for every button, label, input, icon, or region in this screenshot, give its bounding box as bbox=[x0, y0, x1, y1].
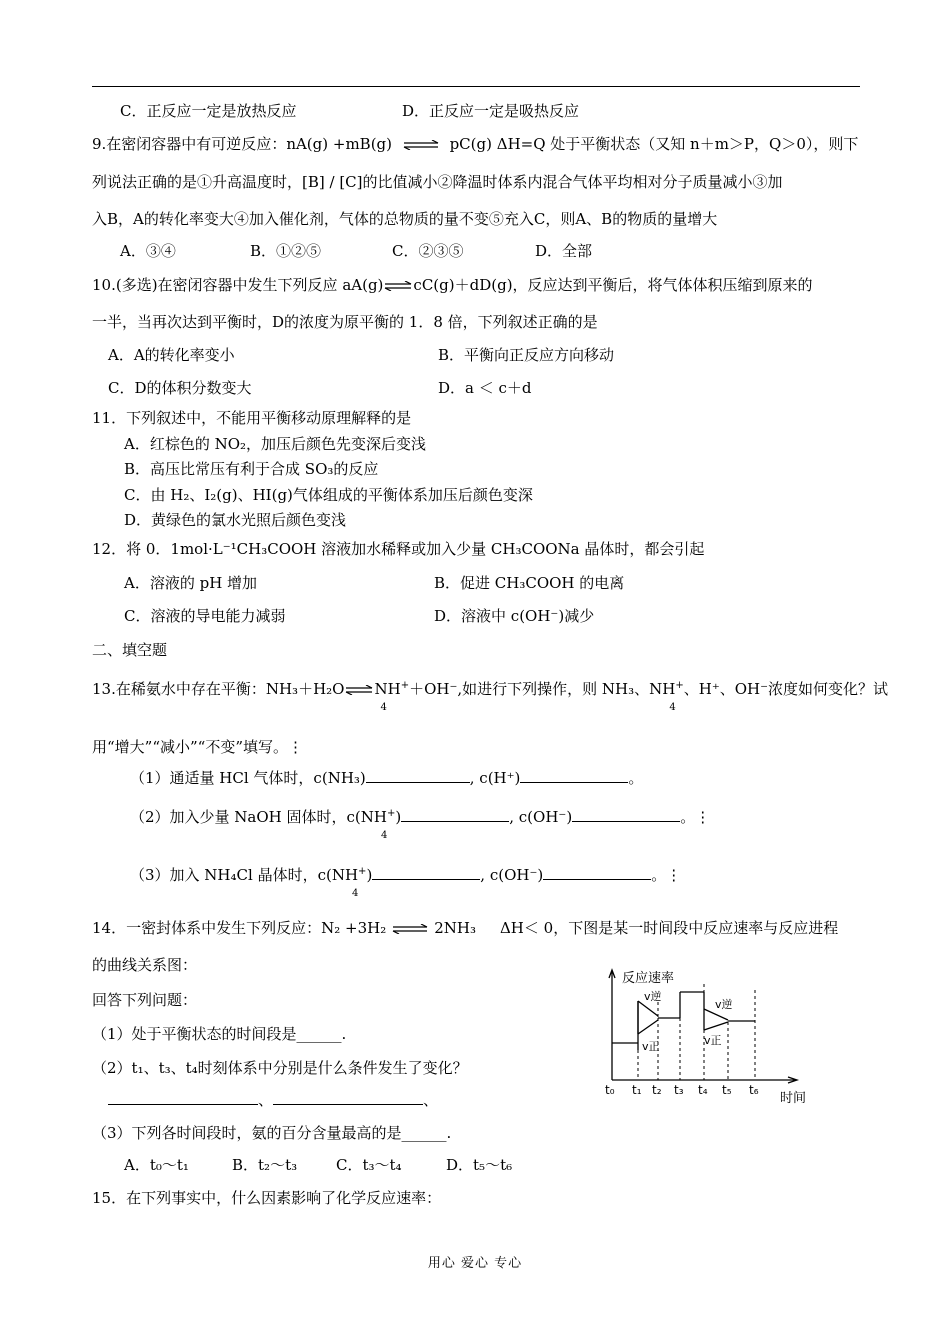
q13-part1-end: 。 bbox=[628, 769, 644, 787]
q13-line1-start: 13.在稀氨水中存在平衡：NH₃＋H₂O bbox=[92, 680, 345, 698]
label-v-reverse-1: v逆 bbox=[644, 990, 662, 1003]
section-title-fill-in: 二、填空题 bbox=[92, 641, 168, 659]
label-v-forward-2: v正 bbox=[704, 1034, 722, 1047]
answer-blank[interactable] bbox=[366, 768, 470, 783]
q13-part1-text: （1）通适量 HCl 气体时，c(NH₃) bbox=[130, 769, 366, 787]
q9-option-c: C．②③⑤ bbox=[392, 242, 464, 260]
q9-option-b: B．①②⑤ bbox=[250, 242, 322, 260]
q10-line1-end: cC(g)＋dD(g)，反应达到平衡后，将气体体积压缩到原来的 bbox=[413, 276, 813, 294]
q13-line1-end: 、H⁺、OH⁻浓度如何变化？试 bbox=[683, 680, 889, 698]
q12-option-d: D．溶液中 c(OH⁻)减少 bbox=[434, 607, 595, 625]
q13-line1-mid: ＋OH⁻,如进行下列操作，则 NH₃、NH bbox=[409, 680, 676, 698]
q13-part3 bbox=[130, 862, 682, 899]
answer-blank[interactable] bbox=[572, 807, 680, 822]
q13-part2-end: 。⋮ bbox=[680, 808, 711, 826]
q9-option-a: A．③④ bbox=[120, 242, 176, 260]
q14-line1 bbox=[92, 918, 838, 938]
tick-t4: t₄ bbox=[698, 1083, 708, 1097]
q12-option-a: A．溶液的 pH 增加 bbox=[124, 574, 258, 592]
label-v-reverse-2: v逆 bbox=[715, 998, 733, 1011]
option-c-prev: C．正反应一定是放热反应 bbox=[120, 102, 297, 120]
equilibrium-arrow-icon bbox=[403, 140, 439, 150]
equilibrium-arrow-icon bbox=[384, 281, 412, 291]
tick-t3: t₃ bbox=[674, 1083, 684, 1097]
nh4-ion-3 bbox=[381, 808, 396, 841]
rate-line bbox=[638, 1020, 658, 1034]
answer-blank[interactable] bbox=[520, 768, 628, 783]
q9-line2: 列说法正确的是①升高温度时，[B] / [C]的比值减小②降温时体系内混合气体平均相对分子质量减小③加 bbox=[92, 173, 783, 191]
nh4-subscript: 4 bbox=[380, 702, 387, 713]
nh4-ion bbox=[374, 680, 410, 713]
answer-blank[interactable] bbox=[372, 865, 480, 880]
nh4-subscript-2: 4 bbox=[669, 702, 676, 713]
equilibrium-arrow-icon bbox=[345, 685, 373, 695]
q10-option-d: D．a ＜ c＋d bbox=[438, 379, 532, 397]
q14-line3: 回答下列问题： bbox=[92, 991, 198, 1009]
rate-time-diagram bbox=[600, 962, 820, 1112]
q14-line2: 的曲线关系图： bbox=[92, 956, 198, 974]
q13-line2: 用“增大”“减小”“不变”填写。⋮ bbox=[92, 738, 304, 756]
q14-option-b: B．t₂～t₃ bbox=[232, 1156, 298, 1174]
q9-line3: 入B，A的转化率变大④加入催化剂，气体的总物质的量不变⑤充入C，则A、B的物质的量增大 bbox=[92, 210, 718, 228]
nh4-subscript-4: 4 bbox=[352, 888, 359, 899]
x-axis-label: 时间 bbox=[780, 1091, 807, 1106]
equilibrium-arrow-icon bbox=[392, 924, 428, 934]
q10-option-b: B．平衡向正反应方向移动 bbox=[438, 346, 615, 364]
q13-part3-text2: , c(OH⁻) bbox=[480, 866, 544, 884]
q13-part2 bbox=[130, 804, 711, 841]
q11-option-d: D．黄绿色的氯水光照后颜色变浅 bbox=[124, 511, 347, 529]
nh4-text: NH bbox=[374, 680, 401, 698]
q13-part1-text2: , c(H⁺) bbox=[469, 769, 521, 787]
q9-line1 bbox=[92, 134, 858, 154]
rate-line bbox=[638, 1001, 658, 1016]
q14-part2: （2）t₁、t₃、t₄时刻体系中分别是什么条件发生了变化？ bbox=[92, 1059, 468, 1077]
answer-blank[interactable] bbox=[543, 865, 651, 880]
header-rule bbox=[92, 86, 860, 87]
q11-option-b: B．高压比常压有利于合成 SO₃的反应 bbox=[124, 460, 379, 478]
q10-line2: 一半，当再次达到平衡时，D的浓度为原平衡的 1．8 倍，下列叙述正确的是 bbox=[92, 313, 598, 331]
q14-option-c: C．t₃～t₄ bbox=[336, 1156, 402, 1174]
q12-option-b: B．促进 CH₃COOH 的电离 bbox=[434, 574, 625, 592]
tick-t1: t₁ bbox=[632, 1083, 642, 1097]
rate-line bbox=[704, 1022, 728, 1030]
q10-line1-start: 10.(多选)在密闭容器中发生下列反应 aA(g) bbox=[92, 276, 384, 294]
nh4-charge-4: + bbox=[358, 866, 367, 877]
q14-part1: （1）处于平衡状态的时间段是______. bbox=[92, 1025, 347, 1043]
tick-t2: t₂ bbox=[652, 1083, 662, 1097]
answer-blank[interactable] bbox=[273, 1090, 423, 1105]
answer-blank[interactable] bbox=[401, 807, 509, 822]
q14-line1-end: ΔH＜ 0，下图是某一时间段中反应速率与反应进程 bbox=[499, 919, 839, 937]
q13-part3-end: 。⋮ bbox=[651, 866, 682, 884]
page-footer: 用心 爱心 专心 bbox=[427, 1256, 523, 1271]
nh4-charge-3: + bbox=[387, 808, 396, 819]
q14-line1-start: 14．一密封体系中发生下列反应：N₂ +3H₂ bbox=[92, 919, 387, 937]
q13-part1 bbox=[130, 768, 643, 788]
nh4-ion-4 bbox=[352, 866, 367, 899]
nh4-charge: + bbox=[400, 680, 410, 691]
q11-option-c: C．由 H₂、I₂(g)、HI(g)气体组成的平衡体系加压后颜色变深 bbox=[124, 486, 533, 504]
q11-option-a: A．红棕色的 NO₂，加压后颜色先变深后变浅 bbox=[124, 435, 427, 453]
q9-line1-start: 9.在密闭容器中有可逆反应：nA(g) +mB(g) bbox=[92, 135, 393, 153]
q13-part3-text: （3）加入 NH₄Cl 晶体时，c(NH bbox=[130, 866, 359, 884]
q14-option-d: D．t₅～t₆ bbox=[446, 1156, 513, 1174]
q14-part3: （3）下列各时间段时，氨的百分含量最高的是______. bbox=[92, 1124, 452, 1142]
q12-stem: 12．将 0．1mol·L⁻¹CH₃COOH 溶液加水稀释或加入少量 CH₃COONa 晶体时，都会引起 bbox=[92, 540, 705, 558]
q11-stem: 11．下列叙述中，不能用平衡移动原理解释的是 bbox=[92, 409, 412, 427]
q14-part2-blanks bbox=[108, 1090, 438, 1110]
q10-option-a: A．A的转化率变小 bbox=[108, 346, 235, 364]
q14-line1-product: 2NH₃ bbox=[434, 919, 476, 937]
option-d-prev: D．正反应一定是吸热反应 bbox=[402, 102, 580, 120]
q14-option-a: A．t₀～t₁ bbox=[124, 1156, 189, 1174]
q13-part3-paren: ) bbox=[366, 866, 373, 884]
separator: 、 bbox=[258, 1091, 274, 1109]
q13-part2-text: （2）加入少量 NaOH 固体时，c(NH bbox=[130, 808, 387, 826]
q9-option-d: D．全部 bbox=[535, 242, 593, 260]
separator: 、 bbox=[423, 1091, 439, 1109]
tick-t0: t₀ bbox=[605, 1083, 615, 1097]
q9-line1-end: pC(g) ΔH=Q 处于平衡状态（又知 n＋m＞P，Q＞0），则下 bbox=[449, 135, 859, 153]
q13-part2-paren: ) bbox=[395, 808, 402, 826]
nh4-subscript-3: 4 bbox=[381, 830, 388, 841]
nh4-charge-2: + bbox=[675, 680, 684, 691]
tick-t5: t₅ bbox=[722, 1083, 732, 1097]
label-v-forward-1: v正 bbox=[642, 1040, 660, 1053]
q13-line1 bbox=[92, 676, 889, 713]
q13-part2-text2: , c(OH⁻) bbox=[509, 808, 573, 826]
q15-stem: 15．在下列事实中，什么因素影响了化学反应速率： bbox=[92, 1189, 442, 1207]
q10-line1 bbox=[92, 275, 813, 295]
tick-t6: t₆ bbox=[749, 1083, 759, 1097]
q10-option-c: C．D的体积分数变大 bbox=[108, 379, 252, 397]
y-axis-label: 反应速率 bbox=[622, 971, 675, 986]
q12-option-c: C．溶液的导电能力减弱 bbox=[124, 607, 286, 625]
answer-blank[interactable] bbox=[108, 1090, 258, 1105]
nh4-ion-2 bbox=[669, 680, 684, 713]
